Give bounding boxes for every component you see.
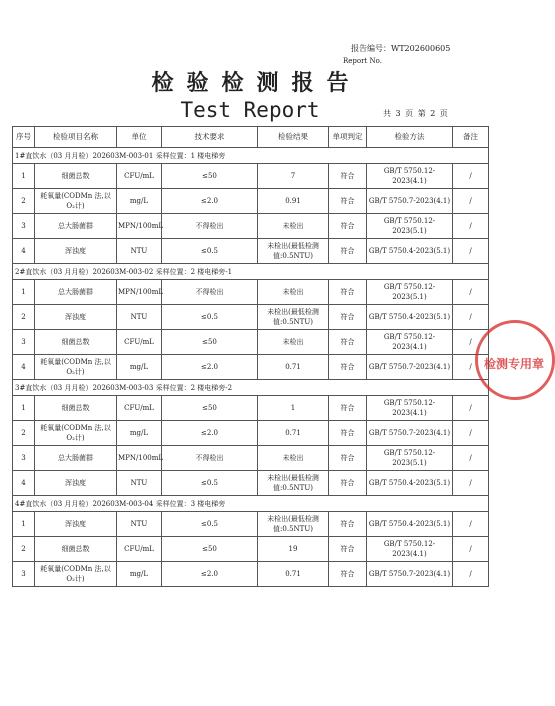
cell-requirement: ≤50	[162, 164, 258, 189]
table-row	[13, 421, 489, 446]
cell-result: 未检出	[258, 280, 329, 305]
cell-item: 细菌总数	[35, 330, 117, 355]
cell-no: 2	[13, 421, 35, 446]
cell-note: /	[453, 164, 489, 189]
cell-note: /	[453, 189, 489, 214]
cell-no: 2	[13, 305, 35, 330]
cell-unit: NTU	[117, 512, 162, 537]
cell-note: /	[453, 471, 489, 496]
cell-note: /	[453, 214, 489, 239]
cell-note: /	[453, 562, 489, 587]
cell-unit: mg/L	[117, 355, 162, 380]
cell-judgment: 符合	[329, 164, 367, 189]
cell-judgment: 符合	[329, 214, 367, 239]
cell-judgment: 符合	[329, 562, 367, 587]
cell-method: GB/T 5750.12-2023(5.1)	[367, 446, 453, 471]
cell-item: 浑浊度	[35, 471, 117, 496]
table-row	[13, 446, 489, 471]
table-row	[13, 239, 489, 264]
sample-group-row	[13, 496, 489, 512]
cell-note: /	[453, 355, 489, 380]
cell-unit: mg/L	[117, 189, 162, 214]
cell-item: 浑浊度	[35, 239, 117, 264]
cell-method: GB/T 5750.4-2023(5.1)	[367, 239, 453, 264]
cell-note: /	[453, 330, 489, 355]
cell-no: 4	[13, 239, 35, 264]
cell-unit: NTU	[117, 239, 162, 264]
cell-no: 3	[13, 562, 35, 587]
cell-no: 1	[13, 512, 35, 537]
cell-judgment: 符合	[329, 537, 367, 562]
col-header-unit: 单位	[117, 127, 162, 148]
cell-judgment: 符合	[329, 330, 367, 355]
cell-item: 浑浊度	[35, 305, 117, 330]
cell-result: 未检出	[258, 446, 329, 471]
cell-unit: MPN/100mL	[117, 214, 162, 239]
cell-item: 细菌总数	[35, 537, 117, 562]
cell-result: 未检出(最低检测值:0.5NTU)	[258, 512, 329, 537]
cell-requirement: ≤2.0	[162, 355, 258, 380]
cell-judgment: 符合	[329, 512, 367, 537]
table-row	[13, 562, 489, 587]
cell-method: GB/T 5750.12-2023(4.1)	[367, 330, 453, 355]
cell-no: 3	[13, 330, 35, 355]
cell-no: 3	[13, 446, 35, 471]
table-row	[13, 471, 489, 496]
cell-judgment: 符合	[329, 305, 367, 330]
col-header-no: 序号	[13, 127, 35, 148]
cell-requirement: ≤0.5	[162, 471, 258, 496]
report-number: 报告编号：WT202600605	[351, 44, 451, 53]
col-header-requirement: 技术要求	[162, 127, 258, 148]
page-count: 共 3 页 第 2 页	[383, 109, 449, 118]
cell-unit: CFU/mL	[117, 537, 162, 562]
cell-note: /	[453, 305, 489, 330]
cell-note: /	[453, 446, 489, 471]
cell-no: 1	[13, 280, 35, 305]
table-header-row	[13, 127, 489, 148]
table-row	[13, 214, 489, 239]
cell-result: 未检出	[258, 330, 329, 355]
cell-result: 未检出	[258, 214, 329, 239]
cell-judgment: 符合	[329, 280, 367, 305]
cell-method: GB/T 5750.12-2023(4.1)	[367, 164, 453, 189]
sample-group-title: 1#直饮水（03 月月检）202603M-003-01 采样位置：1 楼电梯旁	[13, 148, 489, 164]
table-row	[13, 537, 489, 562]
cell-no: 4	[13, 355, 35, 380]
cell-result: 19	[258, 537, 329, 562]
cell-unit: CFU/mL	[117, 164, 162, 189]
cell-result: 未检出(最低检测值:0.5NTU)	[258, 471, 329, 496]
cell-item: 耗氧量(CODMn 法,以 O₂计)	[35, 355, 117, 380]
cell-method: GB/T 5750.12-2023(5.1)	[367, 280, 453, 305]
table-row	[13, 512, 489, 537]
cell-result: 未检出(最低检测值:0.5NTU)	[258, 305, 329, 330]
cell-method: GB/T 5750.4-2023(5.1)	[367, 305, 453, 330]
col-header-note: 备注	[453, 127, 489, 148]
cell-unit: NTU	[117, 305, 162, 330]
table-row	[13, 355, 489, 380]
title-cn: 检验检测报告	[151, 70, 362, 96]
cell-no: 1	[13, 396, 35, 421]
cell-requirement: ≤0.5	[162, 239, 258, 264]
col-header-result: 检验结果	[258, 127, 329, 148]
cell-requirement: 不得检出	[162, 280, 258, 305]
sample-group-row	[13, 264, 489, 280]
cell-method: GB/T 5750.4-2023(5.1)	[367, 512, 453, 537]
cell-judgment: 符合	[329, 189, 367, 214]
cell-result: 7	[258, 164, 329, 189]
cell-item: 耗氧量(CODMn 法,以 O₂计)	[35, 421, 117, 446]
cell-no: 2	[13, 189, 35, 214]
cell-item: 细菌总数	[35, 396, 117, 421]
cell-unit: MPN/100mL	[117, 446, 162, 471]
cell-result: 0.91	[258, 189, 329, 214]
cell-unit: mg/L	[117, 562, 162, 587]
cell-unit: mg/L	[117, 421, 162, 446]
report-number-en: Report No.	[343, 57, 382, 65]
cell-unit: MPN/100mL	[117, 280, 162, 305]
cell-item: 耗氧量(CODMn 法,以 O₂计)	[35, 189, 117, 214]
cell-unit: NTU	[117, 471, 162, 496]
cell-judgment: 符合	[329, 239, 367, 264]
cell-result: 0.71	[258, 421, 329, 446]
cell-note: /	[453, 396, 489, 421]
col-header-item: 检验项目名称	[35, 127, 117, 148]
cell-no: 1	[13, 164, 35, 189]
cell-requirement: ≤50	[162, 537, 258, 562]
cell-requirement: ≤2.0	[162, 189, 258, 214]
cell-requirement: ≤0.5	[162, 305, 258, 330]
cell-result: 0.71	[258, 355, 329, 380]
sample-group-row	[13, 148, 489, 164]
cell-method: GB/T 5750.7-2023(4.1)	[367, 355, 453, 380]
results-table	[12, 126, 489, 587]
table-row	[13, 164, 489, 189]
cell-method: GB/T 5750.7-2023(4.1)	[367, 421, 453, 446]
table-row	[13, 280, 489, 305]
cell-judgment: 符合	[329, 471, 367, 496]
cell-result: 1	[258, 396, 329, 421]
col-header-judgment: 单项判定	[329, 127, 367, 148]
cell-judgment: 符合	[329, 421, 367, 446]
cell-requirement: ≤2.0	[162, 421, 258, 446]
title-en: Test Report	[180, 98, 320, 122]
cell-no: 4	[13, 471, 35, 496]
cell-requirement: ≤0.5	[162, 512, 258, 537]
sample-group-title: 2#直饮水（03 月月检）202603M-003-02 采样位置：2 楼电梯旁-1	[13, 264, 489, 280]
cell-judgment: 符合	[329, 446, 367, 471]
cell-note: /	[453, 512, 489, 537]
cell-note: /	[453, 537, 489, 562]
cell-note: /	[453, 239, 489, 264]
table-row	[13, 396, 489, 421]
cell-item: 耗氧量(CODMn 法,以 O₂计)	[35, 562, 117, 587]
cell-item: 浑浊度	[35, 512, 117, 537]
cell-method: GB/T 5750.4-2023(5.1)	[367, 471, 453, 496]
table-row	[13, 305, 489, 330]
cell-item: 总大肠菌群	[35, 280, 117, 305]
cell-judgment: 符合	[329, 396, 367, 421]
cell-requirement: 不得检出	[162, 214, 258, 239]
cell-method: GB/T 5750.7-2023(4.1)	[367, 562, 453, 587]
cell-unit: CFU/mL	[117, 396, 162, 421]
cell-requirement: ≤2.0	[162, 562, 258, 587]
cell-method: GB/T 5750.12-2023(4.1)	[367, 396, 453, 421]
sample-group-title: 4#直饮水（03 月月检）202603M-003-04 采样位置：3 楼电梯旁	[13, 496, 489, 512]
cell-method: GB/T 5750.7-2023(4.1)	[367, 189, 453, 214]
cell-note: /	[453, 421, 489, 446]
cell-item: 细菌总数	[35, 164, 117, 189]
cell-method: GB/T 5750.12-2023(4.1)	[367, 537, 453, 562]
official-seal: 检测专用章	[475, 320, 555, 400]
cell-item: 总大肠菌群	[35, 214, 117, 239]
sample-group-title: 3#直饮水（03 月月检）202603M-003-03 采样位置：2 楼电梯旁-2	[13, 380, 489, 396]
table-row	[13, 330, 489, 355]
sample-group-row	[13, 380, 489, 396]
cell-unit: CFU/mL	[117, 330, 162, 355]
cell-no: 3	[13, 214, 35, 239]
col-header-method: 检验方法	[367, 127, 453, 148]
cell-requirement: ≤50	[162, 330, 258, 355]
cell-judgment: 符合	[329, 355, 367, 380]
table-body	[13, 148, 489, 587]
cell-no: 2	[13, 537, 35, 562]
cell-method: GB/T 5750.12-2023(5.1)	[367, 214, 453, 239]
cell-result: 0.71	[258, 562, 329, 587]
cell-note: /	[453, 280, 489, 305]
cell-result: 未检出(最低检测值:0.5NTU)	[258, 239, 329, 264]
cell-requirement: 不得检出	[162, 446, 258, 471]
cell-requirement: ≤50	[162, 396, 258, 421]
table-row	[13, 189, 489, 214]
cell-item: 总大肠菌群	[35, 446, 117, 471]
